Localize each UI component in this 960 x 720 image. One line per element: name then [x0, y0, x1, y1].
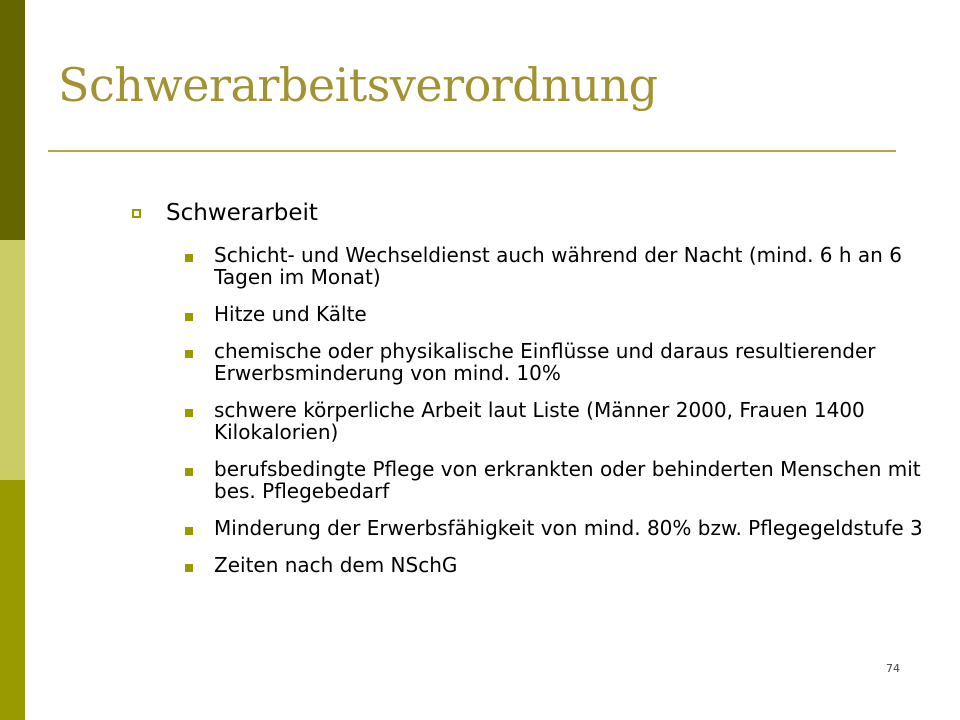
sub-bullet-text: chemische oder physikalische Einflüsse und daraus resultierender Erwerbsminderung von mind. 10%	[214, 339, 876, 385]
filled-square-bullet-icon	[185, 254, 193, 262]
side-bar-top	[0, 0, 25, 240]
sub-bullet-item	[185, 517, 945, 539]
sub-bullet-item	[185, 303, 945, 325]
sub-bullet-item	[185, 340, 945, 384]
sub-bullet-text: Minderung der Erwerbsfähigkeit von mind. 80% bzw. Pflegegeldstufe 3	[214, 516, 923, 540]
sub-bullet-item	[185, 399, 945, 443]
filled-square-bullet-icon	[185, 527, 193, 535]
page-number: 74	[886, 662, 900, 675]
filled-square-bullet-icon	[185, 313, 193, 321]
sub-bullet-item	[185, 554, 945, 576]
square-bullet-icon	[132, 209, 141, 218]
side-bar-middle	[0, 240, 25, 480]
sub-bullet-text: Hitze und Kälte	[214, 302, 367, 326]
sub-bullet-text: Zeiten nach dem NSchG	[214, 553, 458, 577]
sub-bullet-item	[185, 244, 945, 288]
sub-bullet-text: schwere körperliche Arbeit laut Liste (Männer 2000, Frauen 1400 Kilokalorien)	[214, 398, 865, 444]
filled-square-bullet-icon	[185, 350, 193, 358]
sub-bullet-text: berufsbedingte Pflege von erkrankten oder behinderten Menschen mit bes. Pflegebedarf	[214, 457, 921, 503]
side-bar-bottom	[0, 480, 25, 720]
title-divider	[48, 150, 896, 152]
slide-title: Schwerarbeitsverordnung	[58, 58, 658, 112]
sub-bullet-list	[185, 244, 945, 591]
filled-square-bullet-icon	[185, 409, 193, 417]
filled-square-bullet-icon	[185, 564, 193, 572]
filled-square-bullet-icon	[185, 468, 193, 476]
sub-bullet-text: Schicht- und Wechseldienst auch während der Nacht (mind. 6 h an 6 Tagen im Monat)	[214, 243, 902, 289]
bullet-level1-text: Schwerarbeit	[166, 200, 318, 226]
bullet-level1	[132, 200, 318, 226]
sub-bullet-item	[185, 458, 945, 502]
